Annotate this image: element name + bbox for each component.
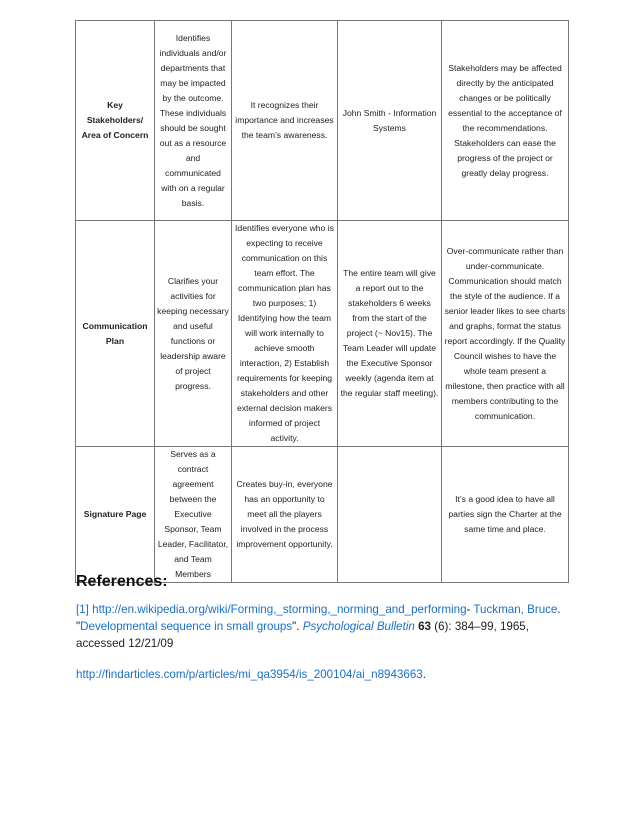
row-tips: It’s a good idea to have all parties sign the Charter at the same time and place. [442,447,569,583]
row-purpose: Identifies everyone who is expecting to receive communication on this team effort. The communication plan has two purposes; 1) Identifying how the team will work internally to achieve smooth interaction, 2) Establish requirements for keeping stakeholders and other external decision makers informed of project activity. [232,221,338,447]
reference-2-link[interactable]: http://findarticles.com/p/articles/mi_qa3954/is_200104/ai_n8943663 [76,668,423,681]
row-tips: Stakeholders may be affected directly by the anticipated changes or be politically essential to the acceptance of the recommendations. Stakeholders can ease the progress of the project or greatly delay progress. [442,21,569,221]
row-example [338,447,442,583]
row-description: Serves as a contract agreement between the Executive Sponsor, Team Leader, Facilitator, and Team Members [155,447,232,583]
references-section [76,573,566,683]
row-purpose: Creates buy-in, everyone has an opportunity to meet all the players involved in the process improvement opportunity. [232,447,338,583]
table-row [76,221,569,447]
reference-2: http://findarticles.com/p/articles/mi_qa3954/is_200104/ai_n8943663. [76,668,426,681]
row-label: Key Stakeholders/ Area of Concern [76,21,155,221]
row-label: Signature Page [76,447,155,583]
table-row [76,447,569,583]
row-tips: Over-communicate rather than under-communicate. Communication should match the style of the audience. If a senior leader likes to see charts and graphs, format the status report accordingly. If the Quality Council wishes to have the whole team present a milestone, then practice with all members contributing to the communication. [442,221,569,447]
reference-volume: 63 [418,620,431,633]
reference-journal-link[interactable]: Psychological Bulletin [302,620,415,633]
references-heading: References: [76,573,168,590]
row-description: Clarifies your activities for keeping necessary and useful functions or leadership aware of project progress. [155,221,232,447]
row-example: John Smith - Information Systems [338,21,442,221]
reference-number: [1] [76,603,89,616]
row-description: Identifies individuals and/or departments that may be impacted by the outcome. These individuals should be sought out as a resource and communicated with on a regular basis. [155,21,232,221]
table-row [76,21,569,221]
row-example: The entire team will give a report out to the stakeholders 6 weeks from the start of the project (~ Nov15). The Team Leader will update the Executive Sponsor weekly (agenda item at the regular staff meeting). [338,221,442,447]
reference-1: [1] http://en.wikipedia.org/wiki/Forming,_storming,_norming_and_performing- Tuckman, Bruce. "Developmental sequence in small groups". Psychological Bulletin 63 (6): 384–99, 1965, accessed 12/21/09 [76,603,561,650]
row-label: Communication Plan [76,221,155,447]
charter-table [75,20,569,583]
row-purpose: It recognizes their importance and increases the team’s awareness. [232,21,338,221]
reference-author-link[interactable]: Tuckman, Bruce [473,603,558,616]
reference-details: (6): 384–99, 1965, accessed 12/21/09 [76,620,529,650]
reference-article-link[interactable]: Developmental sequence in small groups [80,620,293,633]
reference-1-link[interactable]: http://en.wikipedia.org/wiki/Forming,_storming,_norming_and_performing [92,603,467,616]
